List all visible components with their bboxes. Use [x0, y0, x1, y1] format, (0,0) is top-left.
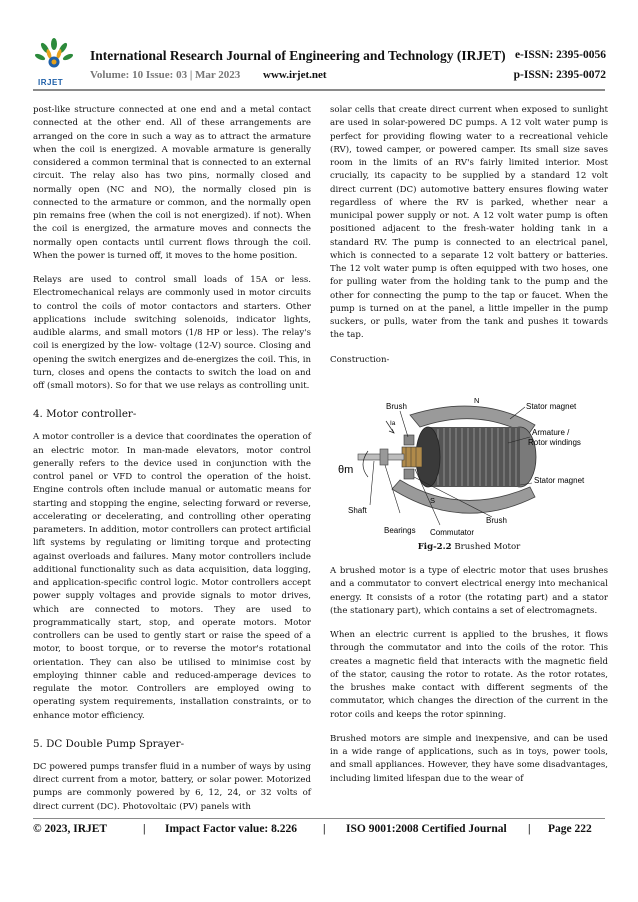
figure-caption [330, 541, 608, 554]
label-bearings: Bearings [384, 525, 416, 535]
label-shaft: Shaft [348, 505, 367, 515]
paragraph: When an electric current is applied to the brushes, it flows through the commutator and into the coils of the rotor. This creates a magnetic field that interacts with the magnetic field of the stator, causing the rotor to rotate. As the rotor rotates, the brushes make contact with different segments of the commutator, which changes the direction of the current in the rotor coils and keeps the rotor spinning. [330, 630, 608, 720]
caption-label: Fig-2.2 [417, 541, 452, 552]
paragraph: solar cells that create direct current when exposed to sunlight are used in solar-powered DC pumps. A 12 volt water pump is perfect for providing flowing water to a recreational vehicle (RV), towed camper, or powered camper. Its small size saves room in the limits of an RV's fairly limited interior. Most crucially, its capacity to be supplied by a standard 12 volt direct current (DC) automotive battery ensures flowing water regardless of where the RV is parked, whether near a municipal power supply or not. A 12 volt water pump is often positioned adjacent to the fresh-water holding tank in a standard RV. The pump is connected to an electrical panel, which is connected to a separate 12 volt battery or batteries. The 12 volt water pump is often equipped with two hoses, one for pulling water from the holding tank to the pump and the other for connecting the pump to the tap or faucet. When the pump is turned on at the panel, a little impeller in the pump suckers, or pulls, water from the tank and pushes it towards the tap. [330, 105, 608, 341]
pissn: p-ISSN: 2395-0072 [513, 69, 606, 81]
section-heading-motor-controller: 4. Motor controller- [33, 408, 137, 421]
brushed-motor-diagram [330, 385, 608, 541]
paragraph: Brushed motors are simple and inexpensive, and can be used in a wide range of applications, such as in toys, power tools, and small appliances. However, they have some disadvantages, including limited lifespan due to the wear of [330, 733, 608, 784]
label-brush-top: Brush [386, 401, 407, 411]
footer-sep: | [323, 823, 326, 835]
label-brush-bottom: Brush [486, 515, 507, 525]
volume-issue: Volume: 10 Issue: 03 | Mar 2023 [90, 69, 241, 81]
logo-text: IRJET [38, 78, 64, 87]
footer-impact: Impact Factor value: 8.226 [165, 823, 298, 835]
footer-iso: ISO 9001:2008 Certified Journal [346, 823, 507, 835]
construction-label: Construction- [330, 354, 390, 365]
left-column [33, 104, 311, 825]
caption-text: Brushed Motor [451, 541, 521, 552]
paragraph: Relays are used to control small loads of 15A or less. Electromechanical relays are commonly used in motor circuits to control the coils of motor contactors and starters. Other applications include switching solenoids, indicator lights, audible alarms, and small motors (1/8 HP or less). The relay's coil is energized by the low- voltage (12-V) source. Closing and opening the switch energizes and de-energizes the coil. This, in turn, closes and opens the contacts to switch the load on and off (small motors). So for that we use relays as controlling unit. [33, 275, 311, 391]
page-header [0, 0, 638, 92]
paragraph: post-like structure connected at one end and a metal contact connected at the other end. All of these arrangements are arranged on the core in such a way as to attract the armature when the coil is energized. A movable armature is generally considered a common terminal that is connected to an external circuit. The relay also has two pins, normally closed and normally open (NC and NO), the normally closed pin is connected to the armature or common, and the normally open pin remains free (when the coil is not energized). if not). When the coil is energized, the armature moves and connects the normally open contacts until current flows through the coil. When the power is turned off, it moves to the home position. [33, 105, 311, 261]
label-ia: Ia [390, 419, 396, 427]
label-theta: θm [338, 463, 354, 476]
footer-page-number: Page 222 [548, 823, 592, 835]
label-commutator: Commutator [430, 527, 475, 537]
label-n-pole: N [474, 395, 480, 405]
journal-title: International Research Journal of Engineering and Technology (IRJET) [90, 48, 506, 63]
paragraph: A motor controller is a device that coordinates the operation of an electric motor. In man-made elevators, motor control generally refers to the device used in conjunction with the control panel or VFD to control the operation of the hoist. Engine controls often include manual or automatic means for starting and stopping the engine, selecting forward or reverse, accelerating or decelerating, and controlling other operating parameters. In addition, motor controllers can protect artificial lift systems by regulating or limiting torque and protecting against overloads and failures. Many motor controllers include additional functionality such as data acquisition, data logging, and application-specific control logic. Motor controllers accept power supply voltages and provide signals to motor drives, which are connected to motors. They are used to programmatically start, stop, and operate motors. Motor controllers can be used to gently start or raise the speed of a motor, to boost torque, or to reverse the motor's rotational orientation. They can also be utilised to minimise cost by employing thinner cable and reduced-amperage devices to regulate the motor. Controllers are employed owing to operating system requirements, installation constraints, or to enhance motor efficiency. [33, 432, 311, 721]
section-heading-dc-pump: 5. DC Double Pump Sprayer- [33, 737, 185, 750]
footer-divider [33, 818, 605, 819]
footer-sep: | [143, 823, 146, 835]
header-divider [33, 89, 605, 91]
paragraph: DC powered pumps transfer fluid in a number of ways by using direct current from a motor, battery, or solar power. Motorized pumps are commonly powered by 6, 12, 24, or 32 volts of direct current (DC). Photovoltaic (PV) panels with [33, 761, 311, 812]
label-stator-bottom: Stator magnet [534, 475, 585, 485]
label-rotor: Rotor windings [528, 437, 581, 447]
brushed-motor-figure [330, 385, 608, 541]
label-stator-top: Stator magnet [526, 401, 577, 411]
footer-copyright: © 2023, IRJET [33, 823, 108, 835]
website-link[interactable]: www.irjet.net [263, 69, 327, 81]
label-armature: Armature / [532, 427, 570, 437]
paragraph: A brushed motor is a type of electric motor that uses brushes and a commutator to convert electrical energy into mechanical energy. It consists of a rotor (the rotating part) and a stator (the stationary part), which contains a set of electromagnets. [330, 566, 608, 616]
eissn: e-ISSN: 2395-0056 [514, 49, 606, 61]
label-s-pole: S [430, 495, 436, 505]
footer-sep: | [528, 823, 531, 835]
right-column [330, 104, 608, 797]
